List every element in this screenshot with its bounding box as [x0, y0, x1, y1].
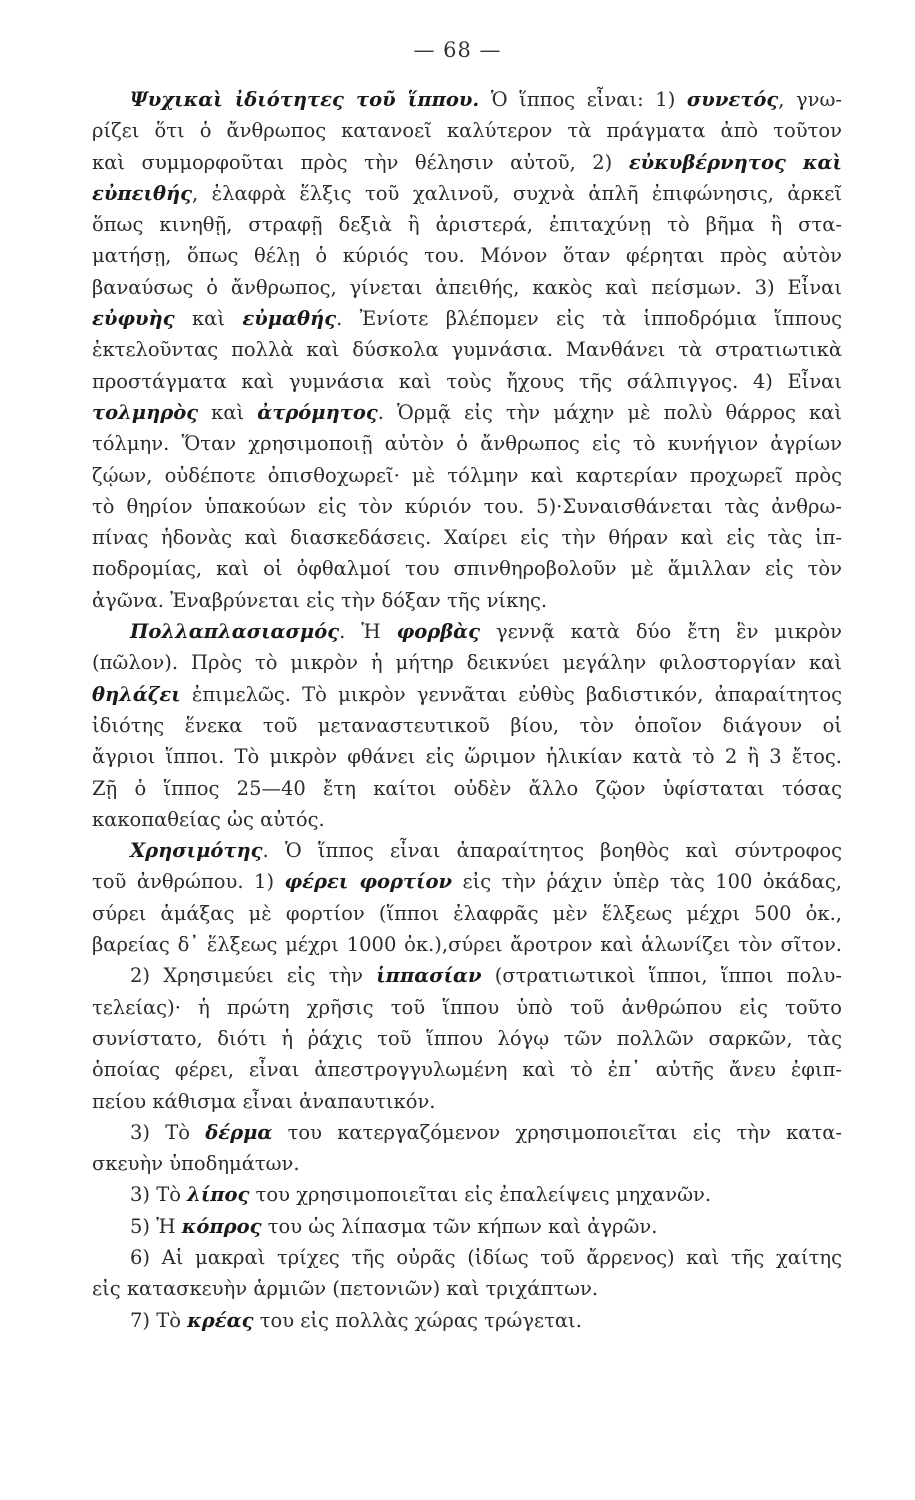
text-line — [92, 491, 842, 522]
text-line — [92, 1086, 842, 1117]
emphasized-term: εὐπειθής — [92, 181, 193, 205]
emphasized-term: φορβὰς — [396, 620, 481, 644]
emphasized-term: συνετός — [686, 88, 779, 111]
text-line — [92, 366, 842, 397]
text-line — [92, 804, 842, 835]
text-line — [92, 835, 842, 866]
text-run: σύρει ἁμάξας μὲ φορτίον (ἵπποι ἐλαφρᾶς μὲν ἕλξεως μέχρι 500 ὀκ., — [92, 901, 842, 925]
text-run: καὶ συμμορφοῦται πρὸς τὴν θέλησιν αὐτοῦ, 2) — [92, 150, 629, 174]
text-run: ἰδιότης ἕνεκα τοῦ μεταναστευτικοῦ βίου, τὸν ὁποῖον διάγουν οἱ — [92, 713, 842, 737]
text-line — [92, 428, 842, 459]
text-run: ἀγῶνα. Ἐναβρύνεται εἰς τὴν δόξαν τῆς νίκης. — [92, 588, 548, 612]
emphasized-term: κόπρος — [181, 1214, 262, 1238]
text-line — [92, 1023, 842, 1054]
section-heading: Ψυχικαὶ ἰδιότητες τοῦ ἵππου. — [130, 88, 480, 111]
text-run: 6) Αἱ μακραὶ τρίχες τῆς οὐρᾶς (ἰδίως τοῦ ἄρρενος) καὶ τῆς χαίτης — [130, 1245, 842, 1269]
text-run: ζῴων, οὐδέποτε ὀπισθοχωρεῖ· μὲ τόλμην καὶ καρτερίαν προχωρεῖ πρὸς — [92, 463, 842, 487]
text-run: ὅπως κινηθῇ, στραφῇ δεξιὰ ἢ ἀριστερά, ἐπιταχύνῃ τὸ βῆμα ἢ στα- — [92, 213, 842, 237]
text-run: . Ὁρμᾷ εἰς τὴν μάχην μὲ πολὺ θάρρος καὶ — [377, 400, 842, 424]
text-run: ἐπιμελῶς. Τὸ μικρὸν γεννᾶται εὐθὺς βαδιστικόν, ἀπαραίτητος — [180, 682, 842, 706]
text-run: 7) Τὸ — [130, 1308, 188, 1332]
text-run: προστάγματα καὶ γυμνάσια καὶ τοὺς ἤχους τῆς σάλπιγγος. 4) Εἶναι — [92, 369, 842, 393]
emphasized-term: λίπος — [187, 1183, 250, 1207]
text-line — [92, 585, 842, 616]
text-run: συνίστατο, διότι ἡ ῥάχις τοῦ ἵππου λόγῳ τῶν πολλῶν σαρκῶν, τὰς — [92, 1026, 842, 1050]
text-run: . Ὁ ἵππος εἶναι ἀπαραίτητος βοηθὸς καὶ σύντροφος — [262, 839, 842, 863]
text-run: γεννᾷ κατὰ δύο ἔτη ἓν μικρὸν — [480, 620, 842, 644]
text-line — [92, 334, 842, 365]
section-heading: Πολλαπλασιασμός — [130, 620, 340, 644]
text-run: καὶ — [198, 400, 258, 424]
text-run: ποδρομίας, καὶ οἱ ὀφθαλμοί του σπινθηροβολοῦν μὲ ἅμιλλαν εἰς τὸν — [92, 557, 842, 581]
text-line — [92, 647, 842, 678]
emphasized-term: εὐμαθής — [242, 307, 337, 331]
text-run: τόλμην. Ὅταν χρησιμοποιῇ αὐτὸν ὁ ἄνθρωπος εἰς τὸ κυνήγιον ἀγρίων — [92, 432, 842, 456]
text-line — [92, 84, 842, 115]
text-line — [92, 1305, 842, 1336]
text-line — [92, 1054, 842, 1085]
text-run: βαναύσως ὁ ἄνθρωπος, γίνεται ἀπειθής, κακὸς καὶ πείσμων. 3) Εἶναι — [92, 275, 842, 299]
page-number: — 68 — — [413, 38, 502, 62]
text-run: καὶ — [174, 307, 243, 331]
text-run: ὁποίας φέρει, εἶναι ἀπεστρογγυλωμένη καὶ τὸ ἐπ᾽ αὐτῆς ἄνευ ἐφιπ- — [92, 1058, 842, 1082]
text-run: εἰς κατασκευὴν ἁρμιῶν (πετονιῶν) καὶ τριχάπτων. — [92, 1277, 599, 1301]
text-run: . Ἐνίοτε βλέπομεν εἰς τὰ ἱπποδρόμια ἵππους — [336, 307, 842, 331]
text-run: 3) Τὸ — [130, 1183, 188, 1207]
text-run: πίνας ἡδονὰς καὶ διασκεδάσεις. Χαίρει εἰς τὴν θήραν καὶ εἰς τὰς ἱπ- — [92, 526, 842, 550]
text-line — [92, 1242, 842, 1273]
text-line — [92, 1211, 842, 1242]
text-line — [92, 397, 842, 428]
text-run: πείου κάθισμα εἶναι ἀναπαυτικόν. — [92, 1089, 436, 1113]
text-line — [92, 209, 842, 240]
emphasized-term: εὐκυβέρνητος καὶ — [628, 150, 842, 174]
text-run: του εἰς πολλὰς χώρας τρώγεται. — [253, 1308, 582, 1332]
body-text — [92, 84, 842, 1336]
text-line — [92, 741, 842, 772]
text-run: Ὁ ἵππος εἶναι: 1) — [479, 88, 687, 111]
text-run: του χρησιμοποιεῖται εἰς ἐπαλείψεις μηχανῶν. — [249, 1183, 712, 1207]
text-run: του ὡς λίπασμα τῶν κήπων καὶ ἀγρῶν. — [261, 1214, 658, 1238]
text-run: (στρατιωτικοὶ ἵπποι, ἵπποι πολυ- — [481, 964, 842, 988]
text-line — [92, 929, 842, 960]
text-run: . Ἡ — [339, 620, 397, 644]
emphasized-term: ἱππασίαν — [376, 964, 482, 988]
text-run: , ἐλαφρὰ ἕλξις τοῦ χαλινοῦ, συχνὰ ἁπλῆ ἐπιφώνησις, ἀρκεῖ — [192, 181, 842, 205]
section-heading: Χρησιμότης — [130, 839, 263, 863]
text-line — [92, 1148, 842, 1179]
text-run: 2) Χρησιμεύει εἰς τὴν — [130, 964, 377, 988]
text-line — [92, 1273, 842, 1304]
text-line — [92, 115, 842, 146]
text-run: 3) Τὸ — [130, 1120, 206, 1144]
text-line — [92, 303, 842, 334]
text-run: 5) Ἡ — [130, 1214, 182, 1238]
text-run: ἄγριοι ἵπποι. Τὸ μικρὸν φθάνει εἰς ὥριμον ἡλικίαν κατὰ τὸ 2 ἢ 3 ἔτος. — [92, 745, 842, 769]
text-line — [92, 992, 842, 1023]
text-run: , γνω- — [778, 88, 842, 111]
text-line — [92, 710, 842, 741]
text-line — [92, 773, 842, 804]
text-run: (πῶλον). Πρὸς τὸ μικρὸν ἡ μήτηρ δεικνύει μεγάλην φιλοστοργίαν καὶ — [92, 651, 842, 675]
emphasized-term: κρέας — [187, 1308, 254, 1332]
text-run: Ζῇ ὁ ἵππος 25—40 ἔτη καίτοι οὐδὲν ἄλλο ζῷον ὑφίσταται τόσας — [92, 776, 842, 800]
text-run: ρίζει ὅτι ὁ ἄνθρωπος κατανοεῖ καλύτερον τὰ πράγματα ἀπὸ τοῦτον — [92, 119, 842, 143]
emphasized-term: ἀτρόμητος — [257, 400, 378, 424]
text-line — [92, 147, 842, 178]
text-run: ματήσῃ, ὅπως θέλῃ ὁ κύριός του. Μόνον ὅταν φέρηται πρὸς αὐτὸν — [92, 244, 842, 268]
text-line — [92, 553, 842, 584]
text-run: ἐκτελοῦντας πολλὰ καὶ δύσκολα γυμνάσια. Μανθάνει τὰ στρατιωτικὰ — [92, 338, 842, 362]
text-run: του κατεργαζόμενον χρησιμοποιεῖται εἰς τὴν κατα- — [272, 1120, 842, 1144]
text-line — [92, 898, 842, 929]
text-line — [92, 960, 842, 991]
text-line — [92, 679, 842, 710]
text-line — [92, 522, 842, 553]
text-run: βαρείας δ᾽ ἕλξεως μέχρι 1000 ὀκ.),σύρει ἄροτρον καὶ ἁλωνίζει τὸν σῖτον. — [92, 933, 842, 957]
text-line — [92, 460, 842, 491]
text-run: σκευὴν ὑποδημάτων. — [92, 1152, 300, 1176]
emphasized-term: δέρμα — [205, 1120, 273, 1144]
text-run: τελείας)· ἡ πρώτη χρῆσις τοῦ ἵππου ὑπὸ τοῦ ἀνθρώπου εἰς τοῦτο — [92, 995, 842, 1019]
text-line — [92, 178, 842, 209]
text-line — [92, 866, 842, 897]
emphasized-term: εὐφυὴς — [92, 307, 175, 331]
text-line — [92, 1117, 842, 1148]
text-run: εἰς τὴν ῥάχιν ὑπὲρ τὰς 100 ὀκάδας, — [452, 870, 842, 894]
text-line — [92, 272, 842, 303]
emphasized-term: θηλάζει — [92, 682, 181, 706]
text-line — [92, 240, 842, 271]
text-line — [92, 1179, 842, 1210]
text-run: τοῦ ἀνθρώπου. 1) — [92, 870, 285, 894]
emphasized-term: φέρει φορτίον — [284, 870, 453, 894]
text-run: τὸ θηρίον ὑπακούων εἰς τὸν κύριόν του. 5)·Συναισθάνεται τὰς ἀνθρω- — [92, 494, 842, 518]
emphasized-term: τολμηρὸς — [92, 400, 199, 424]
text-run: κακοπαθείας ὡς αὐτός. — [92, 807, 325, 831]
text-line — [92, 616, 842, 647]
